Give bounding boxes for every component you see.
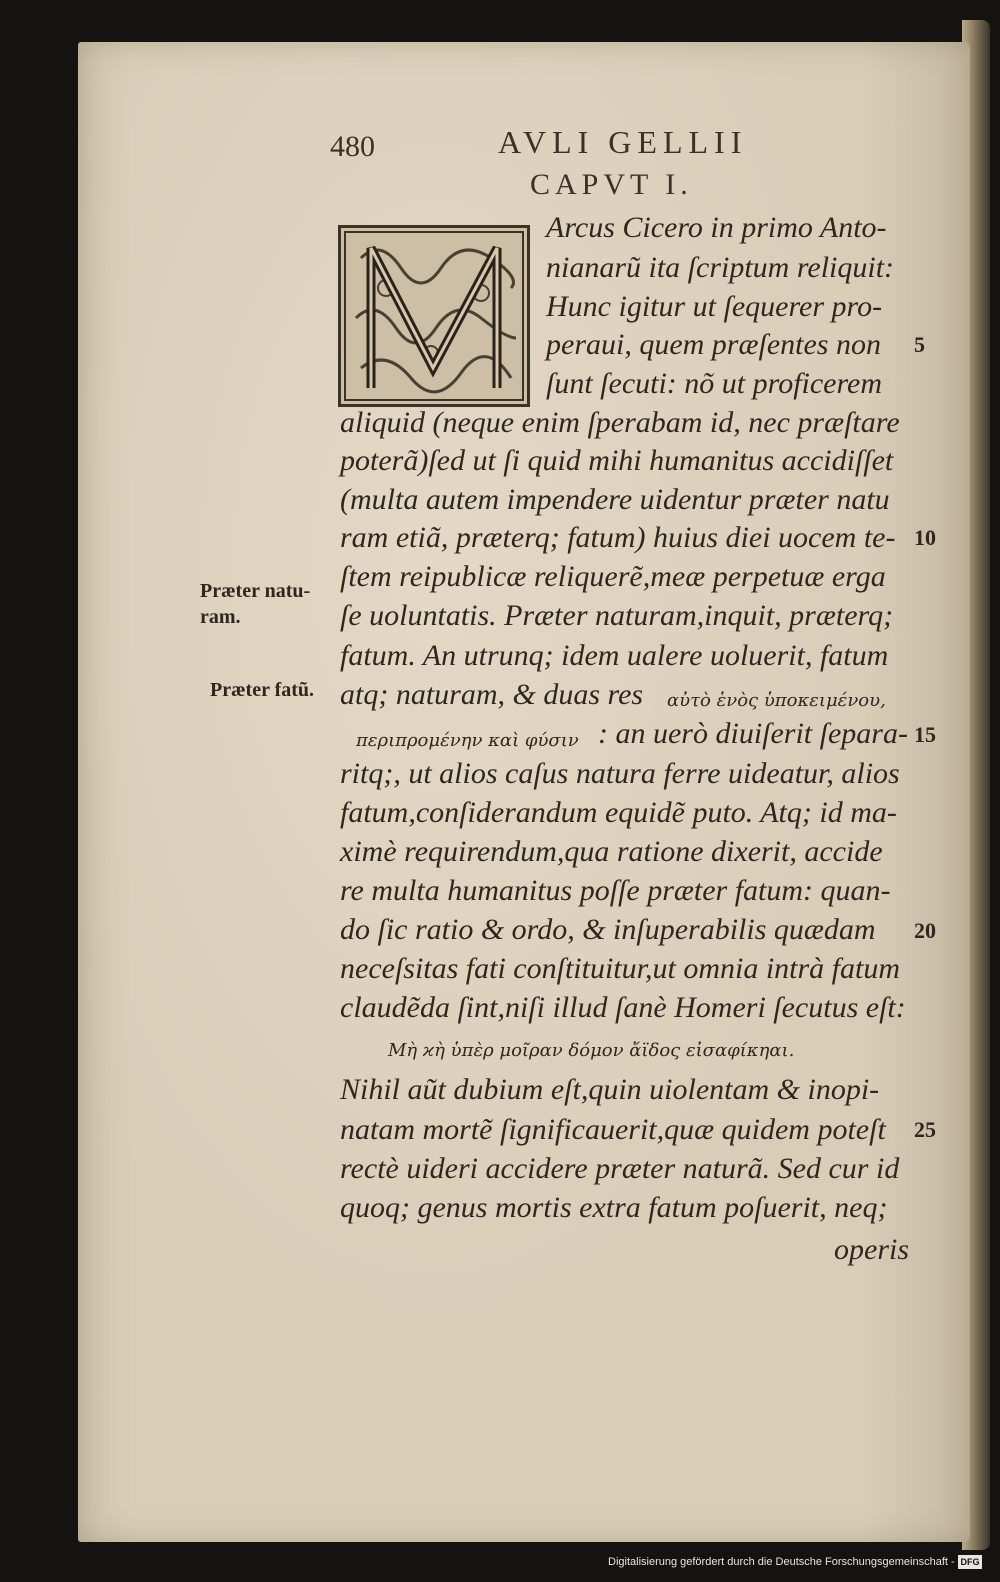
- text-line-18: re multa humanitus poſſe præter fatum: quan-: [340, 874, 891, 907]
- text-line-7: poterã)ſed ut ſi quid mihi humanitus accidiſſet: [340, 444, 894, 477]
- page-number: 480: [330, 130, 375, 163]
- text-line-4: peraui, quem præſentes non: [546, 328, 881, 361]
- page-header: [330, 122, 930, 162]
- marginal-note-fate: Præter fatũ.: [210, 679, 315, 701]
- ornament-icon: [341, 228, 527, 404]
- decorated-initial-icon: [338, 225, 530, 407]
- text-line-17: ximè requirendum,qua ratione dixerit, accide: [340, 835, 883, 868]
- catchword: operis: [834, 1233, 909, 1266]
- text-line-15: ritq;, ut alios caſus natura ferre uideatur, alios: [340, 757, 900, 790]
- text-line-6: aliquid (neque enim ſperabam id, nec præſtare: [340, 406, 900, 439]
- text-line-2: nianarũ ita ſcriptum reliquit:: [546, 251, 895, 284]
- text-line-1: Arcus Cicero in primo Anto-: [546, 211, 887, 244]
- text-line-8: (multa autem impendere uidentur præter natu: [340, 483, 890, 516]
- text-line-23: Nihil aũt dubium eſt,quin uiolentam & inopi-: [340, 1073, 880, 1106]
- line-number-15: 15: [914, 722, 936, 747]
- text-line-25: rectè uideri accidere præter naturã. Sed cur id: [340, 1152, 900, 1185]
- text-line-24: natam mortẽ ſignificauerit,quæ quidem poteſt: [340, 1113, 886, 1146]
- text-line-12: fatum. An utrunq; idem ualere uoluerit, fatum: [340, 639, 889, 672]
- text-line-13: atq; naturam, & duas res: [340, 678, 644, 711]
- dfg-logo: DFG: [958, 1555, 982, 1569]
- text-line-16: fatum,conſiderandum equidẽ puto. Atq; id ma-: [340, 796, 897, 829]
- line-number-10: 10: [914, 525, 936, 550]
- running-head: AVLI GELLII: [498, 124, 748, 160]
- line-number-5: 5: [914, 332, 925, 357]
- text-line-3: Hunc igitur ut ſequerer pro-: [546, 290, 883, 323]
- text-line-14: : an uerò diuiſerit ſepara-: [598, 717, 908, 750]
- line-number-25: 25: [914, 1117, 936, 1142]
- text-line-26: quoq; genus mortis extra fatum poſuerit, neq;: [340, 1191, 888, 1224]
- greek-phrase-1: αὐτὸ ἑνὸς ὑποκειμένου,: [667, 690, 886, 711]
- text-line-19: do ſic ratio & ordo, & inſuperabilis quædam: [340, 913, 876, 946]
- text-line-9: ram etiã, præterq; fatum) huius diei uocem te-: [340, 521, 896, 554]
- text-line-11: ſe uoluntatis. Præter naturam,inquit, præterq;: [340, 599, 894, 632]
- text-line-20: neceſsitas fati conſtituitur,ut omnia intrà fatum: [340, 952, 900, 985]
- text-line-21: claudẽda ſint,niſi illud ſanè Homeri ſecutus eſt:: [340, 991, 906, 1024]
- line-number-20: 20: [914, 918, 936, 943]
- marginal-note-nature: Præter natu- ram.: [200, 580, 311, 628]
- homer-quote: Μὴ ϰὴ ὑπὲρ μοῖραν δόμον ἄϊδος εἰσαφίκηαι.: [388, 1040, 795, 1061]
- text-line-5: ſunt ſecuti: nõ ut proficerem: [546, 367, 883, 400]
- digitization-credit: Digitalisierung gefördert durch die Deutsche Forschungsgemeinschaft -: [608, 1556, 955, 1568]
- chapter-heading: CAPVT I.: [530, 168, 693, 201]
- greek-phrase-2: περιπρομένην καὶ φύσιν: [356, 730, 579, 751]
- text-line-10: ſtem reipublicæ reliquerẽ,meæ perpetuæ erga: [340, 560, 886, 593]
